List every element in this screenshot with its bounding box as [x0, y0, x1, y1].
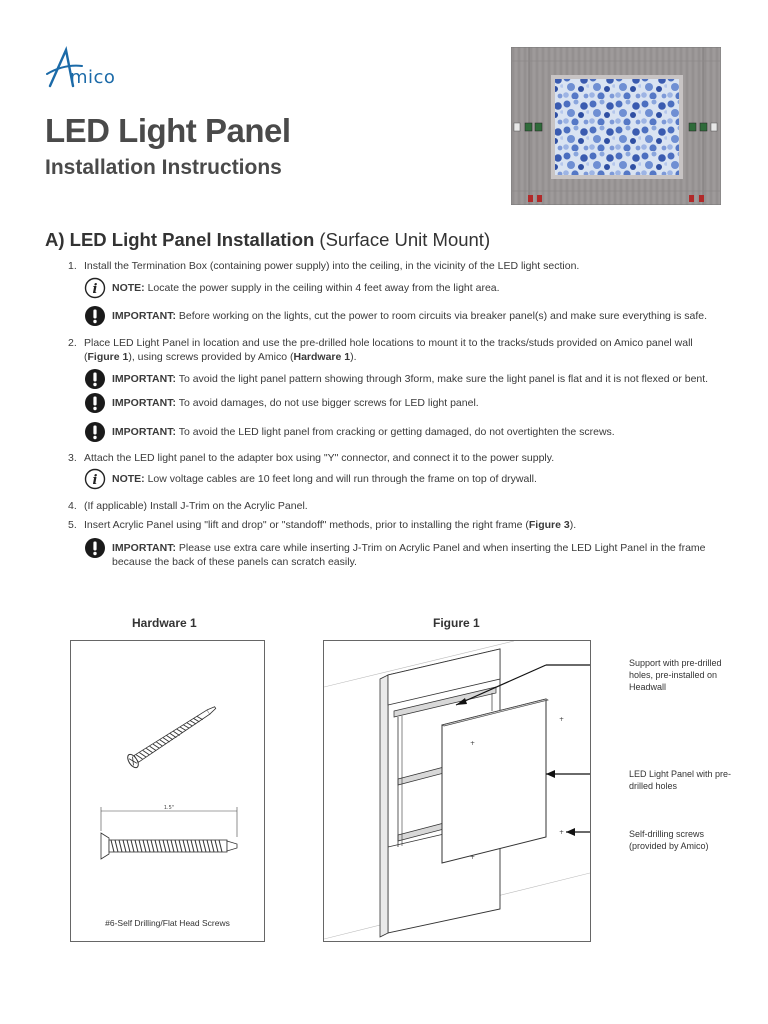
- svg-text:i: i: [92, 473, 98, 488]
- warning-icon: [84, 421, 106, 443]
- step-text: (If applicable) Install J-Trim on the Acrylic Panel.: [84, 500, 308, 512]
- page-title: LED Light Panel: [45, 112, 291, 149]
- svg-text:+: +: [559, 716, 565, 723]
- amico-logo: [46, 44, 136, 94]
- hardware-label: Hardware 1: [132, 616, 197, 630]
- callout-body: Locate the power supply in the ceiling within 4 feet away from the light area.: [144, 282, 500, 294]
- warning-icon: [84, 392, 106, 414]
- callout-text: [112, 425, 732, 439]
- hardware-reference: Hardware 1: [293, 351, 351, 363]
- step-text: [84, 518, 728, 532]
- step-text-part: Insert Acrylic Panel using "lift and drop" or "standoff" methods, prior to installing the right frame (: [84, 519, 529, 531]
- panel-annotation: LED Light Panel with pre-drilled holes: [629, 769, 732, 791]
- step-number: 5.: [68, 519, 77, 531]
- step-text: [84, 336, 728, 364]
- logo-wordmark: mico: [70, 67, 116, 88]
- figure-label: Figure 1: [433, 616, 480, 630]
- callout-body: Low voltage cables are 10 feet long and will run through the frame on top of drywall.: [144, 473, 537, 485]
- step-text-part: ), using screws provided by Amico (: [128, 351, 294, 363]
- callout-body: Please use extra care while inserting J-Trim on Acrylic Panel and when inserting the LED Light Panel in the frame because the back of these panels can scratch easily.: [112, 542, 706, 568]
- callout-label: NOTE:: [112, 282, 145, 294]
- callout-label: IMPORTANT:: [112, 426, 176, 438]
- callout-text: [112, 281, 732, 295]
- callout-text: [112, 396, 732, 410]
- hero-panel-illustration: [511, 47, 721, 205]
- callout-text: [112, 472, 732, 486]
- callout-text: [112, 309, 732, 323]
- step-text: Attach the LED light panel to the adapter box using "Y" connector, and connect it to the power supply.: [84, 452, 555, 464]
- section-heading-qualifier: (Surface Unit Mount): [314, 229, 491, 250]
- info-icon: [84, 277, 106, 299]
- svg-text:+: +: [559, 829, 565, 836]
- section-heading: [45, 229, 490, 251]
- panel-mount-illustration: [324, 641, 590, 941]
- step-number: 1.: [68, 260, 77, 272]
- callout-body: To avoid damages, do not use bigger screws for LED light panel.: [175, 397, 479, 409]
- step-text-part: Place LED Light Panel in location and use the pre-drilled hole locations to mount it to the tracks/studs provided on Amico panel wall (: [84, 337, 693, 363]
- figure-reference: Figure 3: [528, 519, 570, 531]
- callout-body: To avoid the light panel pattern showing through 3form, make sure the light panel is flat and it is not flexed or bent.: [175, 373, 709, 385]
- svg-text:1.5": 1.5": [163, 805, 175, 811]
- warning-icon: [84, 537, 106, 559]
- svg-text:i: i: [92, 282, 98, 297]
- svg-text:+: +: [470, 740, 476, 747]
- support-annotation: Support with pre-drilled holes, pre-installed on Headwall: [629, 658, 722, 692]
- step-number: 3.: [68, 452, 77, 464]
- step-text-part: ).: [350, 351, 357, 363]
- warning-icon: [84, 368, 106, 390]
- warning-icon: [84, 305, 106, 327]
- screw-illustration: [71, 641, 264, 911]
- callout-text: [112, 372, 732, 386]
- hardware-caption: #6-Self Drilling/Flat Head Screws: [105, 918, 230, 928]
- screws-annotation: Self-drilling screws (provided by Amico): [629, 829, 709, 851]
- callout-label: NOTE:: [112, 473, 145, 485]
- figure-reference: Figure 1: [87, 351, 129, 363]
- section-heading-main: A) LED Light Panel Installation: [45, 229, 315, 250]
- page-subtitle: Installation Instructions: [45, 156, 282, 179]
- step-number: 4.: [68, 500, 77, 512]
- callout-body: To avoid the LED light panel from cracking or getting damaged, do not overtighten the screws.: [175, 426, 615, 438]
- hardware-box: [70, 640, 265, 942]
- figure-box: [323, 640, 591, 942]
- svg-text:+: +: [470, 854, 476, 861]
- callout-text: [112, 541, 732, 569]
- callout-label: IMPORTANT:: [112, 373, 176, 385]
- callout-body: Before working on the lights, cut the power to room circuits via breaker panel(s) and make sure everything is safe.: [175, 310, 708, 322]
- callout-label: IMPORTANT:: [112, 310, 176, 322]
- info-icon: [84, 468, 106, 490]
- step-text: Install the Termination Box (containing power supply) into the ceiling, in the vicinity of the LED light section.: [84, 260, 580, 272]
- step-text-part: ).: [569, 519, 577, 531]
- callout-label: IMPORTANT:: [112, 542, 176, 554]
- step-number: 2.: [68, 337, 77, 349]
- callout-label: IMPORTANT:: [112, 397, 176, 409]
